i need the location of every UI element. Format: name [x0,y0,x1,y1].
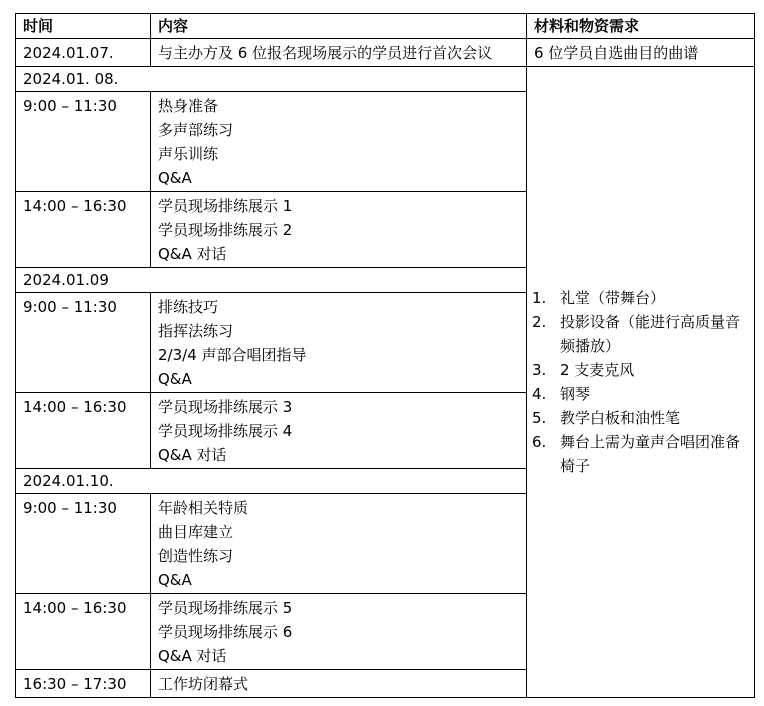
session-item: Q&A [158,571,192,589]
session-time: 9:00 – 11:30 [16,494,151,594]
session-item: 2/3/4 声部合唱团指导 [158,346,307,364]
materials-item-text: 投影设备（能进行高质量音频播放） [560,313,741,355]
materials-item-text: 舞台上需为童声合唱团准备椅子 [560,433,741,475]
first-meeting-date: 2024.01.07. [16,39,151,67]
session-item: 学员现场排练展示 5 [158,599,293,617]
header-row [16,14,755,39]
day-row [16,67,755,92]
session-content [151,594,527,670]
materials-item-text: 礼堂（带舞台） [560,289,666,307]
materials-cell [527,67,755,698]
materials-item [532,286,749,310]
materials-item [532,430,749,478]
materials-item-number: 4. [532,385,547,403]
session-item: Q&A [158,370,192,388]
session-time: 9:00 – 11:30 [16,293,151,393]
session-time: 14:00 – 16:30 [16,393,151,469]
session-time: 9:00 – 11:30 [16,92,151,192]
first-meeting-content: 与主办方及 6 位报名现场展示的学员进行首次会议 [151,39,527,67]
materials-list [532,286,749,478]
session-item: 热身准备 [158,97,219,115]
session-item: 年龄相关特质 [158,499,249,517]
session-item: 排练技巧 [158,298,219,316]
session-item: Q&A [158,169,192,187]
session-item: 学员现场排练展示 2 [158,221,293,239]
session-item: 多声部练习 [158,121,234,139]
day-date: 2024.01.10. [16,469,527,494]
closing-content: 工作坊闭幕式 [151,670,527,698]
schedule-table [15,13,755,698]
session-item: 学员现场排练展示 1 [158,197,293,215]
header-time: 时间 [16,14,151,39]
day-date: 2024.01. 08. [16,67,527,92]
materials-item-number: 2. [532,313,547,331]
first-meeting-row [16,39,755,67]
session-item: Q&A 对话 [158,446,227,464]
materials-item-number: 5. [532,409,547,427]
session-item: 创造性练习 [158,547,234,565]
materials-item-text: 2 支麦克风 [560,361,635,379]
session-item: 学员现场排练展示 3 [158,398,293,416]
session-item: 指挥法练习 [158,322,234,340]
schedule-table-wrapper [15,13,755,698]
session-item: 曲目库建立 [158,523,234,541]
materials-item [532,310,749,358]
session-content [151,293,527,393]
materials-item-number: 6. [532,433,547,451]
first-meeting-materials: 6 位学员自选曲目的曲谱 [527,39,755,67]
session-content [151,393,527,469]
materials-item [532,406,749,430]
session-time: 14:00 – 16:30 [16,192,151,268]
materials-item-text: 教学白板和油性笔 [560,409,681,427]
session-item: 声乐训练 [158,145,219,163]
session-content [151,192,527,268]
header-materials: 材料和物资需求 [527,14,755,39]
header-content: 内容 [151,14,527,39]
closing-time: 16:30 – 17:30 [16,670,151,698]
materials-item [532,382,749,406]
session-time: 14:00 – 16:30 [16,594,151,670]
session-content [151,92,527,192]
session-item: Q&A 对话 [158,647,227,665]
session-item: 学员现场排练展示 4 [158,422,293,440]
day-date: 2024.01.09 [16,268,527,293]
session-item: Q&A 对话 [158,245,227,263]
materials-item-number: 1. [532,289,547,307]
materials-item-number: 3. [532,361,547,379]
session-content [151,494,527,594]
materials-item-text: 钢琴 [560,385,591,403]
session-item: 学员现场排练展示 6 [158,623,293,641]
materials-item [532,358,749,382]
